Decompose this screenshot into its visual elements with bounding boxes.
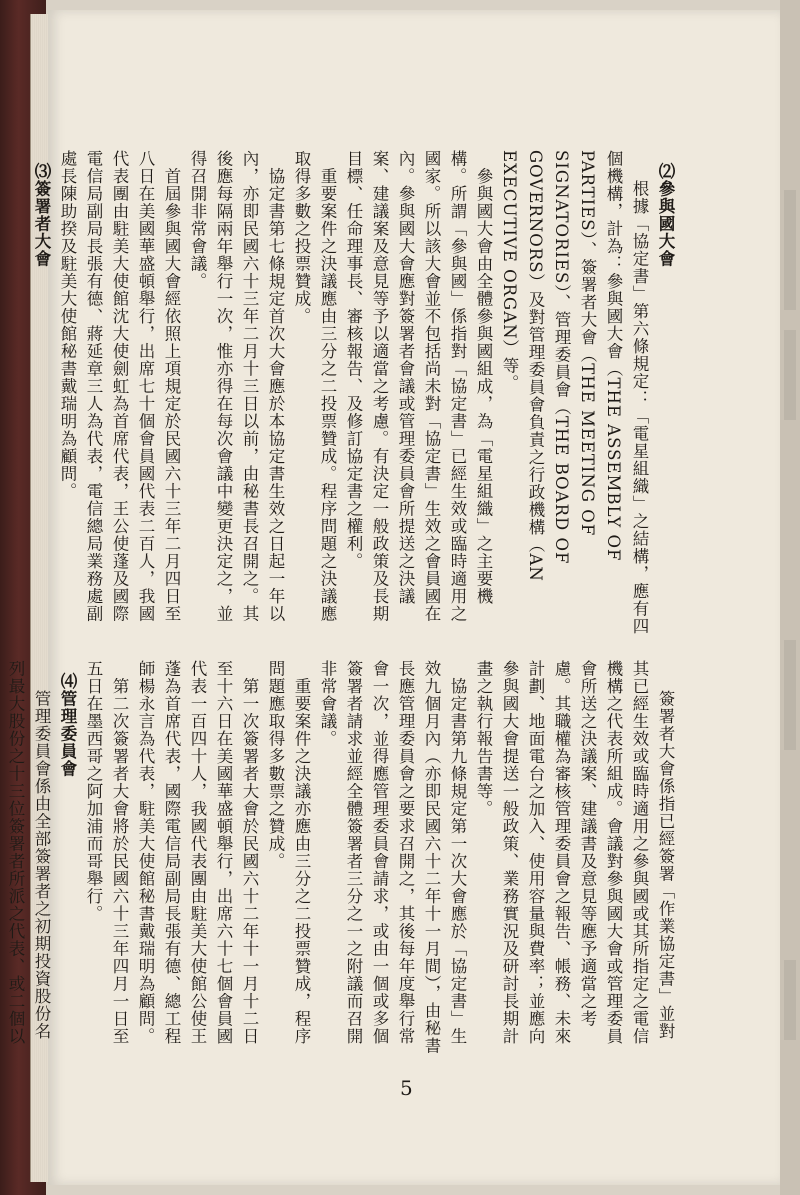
section-3-body: 簽署者大會係指已經簽署「作業協定書」並對其已經生效或臨時適用之參與國或其所指定之電信機構之代表所組成。會議對參與國大會或管理委員會所送之決議案、建議書及意見等應予適當之考慮。其職權為審核管理委員會之報告、帳務、未來計劃、地面電台之加入、使用容量與費率；並應向參與國大會提送一般政策、業務實況及研討長期計畫之執行報告書等。 協定書第九條規定第一次大會應於「協定書」生效九個月內（亦即民國六十二年十一月間），由秘書長應管理委員會之要求召開之，其後每年度舉行常會一次，並得應管理委員會請求，或由一個或多個簽署者請求並經全體簽署者三分之一之附議而召開非常會議。 重要案件之決議亦應由三分之二投票贊成，程序問題應取得多數票之贊成。 第一次簽署者大會於民國六十二年十一月十二日至十六日在美國華盛頓舉行，出席六十七個會員國代表一百四十人，我國代表團由駐美大使館公使王蓬為首席代表，國際電信局副局長張有德、總工程師楊永言為代表，駐美大使館秘書戴瑞明為顧問。 第二次簽署者大會將於民國六十三年四月一日至五日在墨西哥之阿加浦而哥舉行。	[84, 660, 675, 1055]
top-text-block	[32, 150, 704, 635]
section-2-body: 根據「協定書」第六條規定：「電星組織」之結構，應有四個機構，計為：參與國大會（THE ASSEMBLY OF PARTIES）、簽署者大會（THE MEETING OF SIGNATORIES）、管理委員會（THE BOARD OF GOVERNORS）及對管理委員會負責之行政機構（AN EXECUTIVE ORGAN）等。 參與國大會由全體參與國組成，為「電星組織」之主要機構。所謂「參與國」係指對「協定書」已經生效或臨時適用之國家。所以該大會並不包括尚未對「協定書」生效之會員國在內。參與國大會應對簽署者會議或管理委員會所提送之決議案、建議案及意見等予以適當之考慮。有決定一般政策及長期目標、任命理事長、審核報告、及修訂協定書之權利。 重要案件之決議應由三分之二投票贊成。程序問題之決議應取得多數之投票贊成。 協定書第七條規定首次大會應於本協定書生效之日起一年以內，亦即民國六十三年二月十三日以前，由秘書長召開之。其後應每隔兩年舉行一次，惟亦得在每次會議中變更決定之，並得召開非常會議。 首屆參與國大會經依照上項規定於民國六十三年二月四日至八日在美國華盛頓舉行，出席七十個會員國代表二百人，我國代表團由駐美大使館沈大使劍虹為首席代表，王公使蓬及國際電信局副局長張有德、蔣延章三人為代表，電信總局業務處副處長陳助揆及駐美大使館秘書戴瑞明為顧問。	[58, 150, 649, 635]
bleed-through-mark	[784, 960, 796, 1040]
section-4-heading: ⑷管理委員會	[58, 672, 77, 778]
bleed-through-mark	[784, 190, 796, 310]
section-4-body: 管理委員會係由全部簽署者之初期投資股份名列最大股份之十三位簽署者所派之代表、或二個以	[6, 660, 51, 1045]
bleed-through-mark	[784, 330, 796, 420]
section-3-heading: ⑶簽署者大會	[32, 162, 51, 268]
bottom-text-block	[6, 660, 704, 1055]
page-number: 5	[400, 1076, 413, 1100]
bleed-through-mark	[784, 640, 796, 750]
section-2-heading: ⑵參與國大會	[656, 162, 675, 268]
